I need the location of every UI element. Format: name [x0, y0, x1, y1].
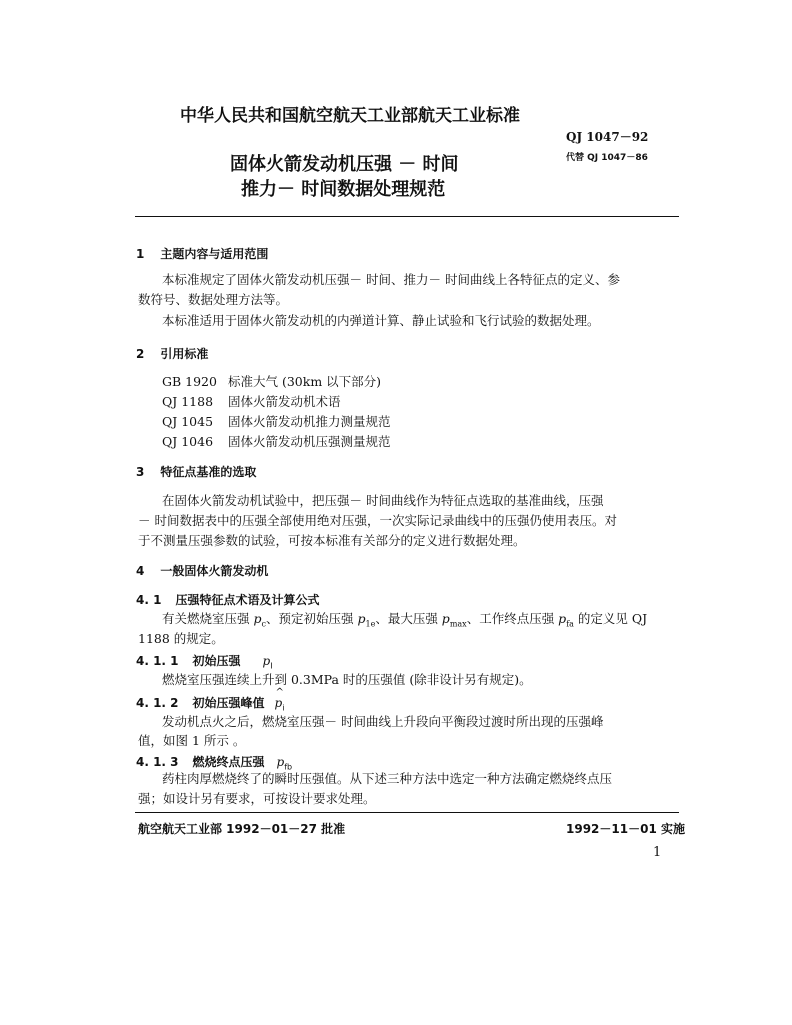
- document-title-line-2: 推力－ 时间数据处理规范: [241, 179, 446, 200]
- symbol-subscript: max: [449, 619, 467, 629]
- section-3-heading: [136, 463, 256, 480]
- section-number: 4. 1: [136, 593, 162, 607]
- footer-divider: [135, 812, 679, 813]
- text-run: 的定义见 QJ: [573, 611, 648, 626]
- reference-title: 标准大气 (30km 以下部分): [228, 374, 382, 389]
- section-2-heading: [136, 345, 208, 362]
- section-number: 4. 1. 2: [136, 696, 179, 710]
- standard-number: QJ 1047－92: [566, 130, 649, 144]
- page-number: 1: [653, 845, 662, 860]
- section-number: 3: [136, 465, 145, 479]
- section-3-line-3: 于不测量压强参数的试验，可按本标准有关部分的定义进行数据处理。: [138, 533, 526, 548]
- reference-row: [162, 412, 391, 432]
- subsection-4-1-1-heading: [136, 652, 273, 670]
- reference-code: GB 1920: [162, 374, 217, 389]
- subsection-4-1-2-line-1: 发动机点火之后，燃烧室压强－ 时间曲线上升段向平衡段过渡时所出现的压强峰: [162, 714, 604, 729]
- section-title: 燃烧终点压强: [192, 755, 265, 769]
- section-title: 一般固体火箭发动机: [160, 564, 269, 578]
- symbol-subscript: c: [261, 619, 266, 629]
- reference-code: QJ 1188: [162, 394, 214, 409]
- reference-code: QJ 1045: [162, 414, 214, 429]
- text-run: 有关燃烧室压强: [162, 611, 254, 626]
- symbol: p: [276, 755, 285, 769]
- section-1-paragraph-2: 本标准适用于固体火箭发动机的内弹道计算、静止试验和飞行试验的数据处理。: [162, 313, 600, 328]
- section-4-heading: [136, 562, 268, 579]
- section-title: 初始压强: [192, 654, 241, 668]
- subsection-4-1-line-2: 1188 的规定。: [138, 631, 224, 646]
- replaces-standard: 代替 QJ 1047－86: [566, 153, 648, 163]
- symbol: p: [253, 611, 262, 626]
- section-number: 1: [136, 247, 145, 261]
- symbol: ^ p: [275, 696, 283, 710]
- subsection-4-1-heading: [136, 591, 319, 608]
- symbol: p: [262, 654, 271, 668]
- section-title: 引用标准: [160, 347, 209, 361]
- effective-date: 1992－11－01 实施: [566, 822, 685, 836]
- section-title: 主题内容与适用范围: [160, 247, 269, 261]
- reference-title: 固体火箭发动机推力测量规范: [228, 414, 391, 429]
- symbol: p: [357, 611, 366, 626]
- section-number: 4. 1. 3: [136, 755, 179, 769]
- symbol: p: [558, 611, 567, 626]
- subsection-4-1-1-body: 燃烧室压强连续上升到 0.3MPa 时的压强值 (除非设计另有规定)。: [162, 672, 532, 687]
- section-1-paragraph-1-line-2: 数符号、数据处理方法等。: [138, 292, 289, 307]
- reference-title: 固体火箭发动机术语: [228, 394, 341, 409]
- text-run: 、预定初始压强: [265, 611, 358, 626]
- subsection-4-1-2-heading: [136, 694, 284, 712]
- symbol-subscript: fb: [284, 762, 293, 772]
- reference-row: [162, 392, 341, 412]
- document-title-line-1: 固体火箭发动机压强 － 时间: [230, 154, 459, 175]
- section-title: 初始压强峰值: [192, 696, 265, 710]
- symbol-subscript: I: [270, 661, 273, 671]
- section-1-heading: [136, 245, 268, 262]
- reference-row: [162, 372, 381, 392]
- section-title: 特征点基准的选取: [160, 465, 257, 479]
- symbol-subscript: i: [282, 703, 285, 713]
- subsection-4-1-3-line-2: 强；如设计另有要求，可按设计要求处理。: [138, 791, 376, 806]
- issuing-organization: 中华人民共和国航空航天工业部航天工业标准: [180, 106, 520, 126]
- symbol-subscript: fa: [566, 619, 574, 629]
- section-title: 压强特征点术语及计算公式: [175, 593, 320, 607]
- reference-title: 固体火箭发动机压强测量规范: [228, 434, 391, 449]
- header-divider: [135, 216, 679, 217]
- section-number: 4. 1. 1: [136, 654, 179, 668]
- subsection-4-1-3-line-1: 药柱肉厚燃烧终了的瞬时压强值。从下述三种方法中选定一种方法确定燃烧终点压: [162, 771, 613, 786]
- text-run: 、工作终点压强: [466, 611, 559, 626]
- section-3-line-2: － 时间数据表中的压强全部使用绝对压强，一次实际记录曲线中的压强仍使用表压。对: [138, 513, 617, 528]
- symbol: p: [441, 611, 450, 626]
- approval-date: 航空航天工业部 1992－01－27 批准: [138, 822, 346, 836]
- reference-code: QJ 1046: [162, 434, 214, 449]
- section-1-paragraph-1-line-1: 本标准规定了固体火箭发动机压强－ 时间、推力－ 时间曲线上各特征点的定义、参: [162, 272, 620, 287]
- reference-row: [162, 432, 391, 452]
- section-number: 2: [136, 347, 145, 361]
- section-number: 4: [136, 564, 145, 578]
- subsection-4-1-line-1: [162, 609, 647, 635]
- text-run: 、最大压强: [375, 611, 442, 626]
- section-3-line-1: 在固体火箭发动机试验中，把压强－ 时间曲线作为特征点选取的基准曲线，压强: [162, 493, 604, 508]
- subsection-4-1-2-line-2: 值，如图 1 所示 。: [138, 733, 246, 748]
- symbol-subscript: 1e: [365, 619, 376, 629]
